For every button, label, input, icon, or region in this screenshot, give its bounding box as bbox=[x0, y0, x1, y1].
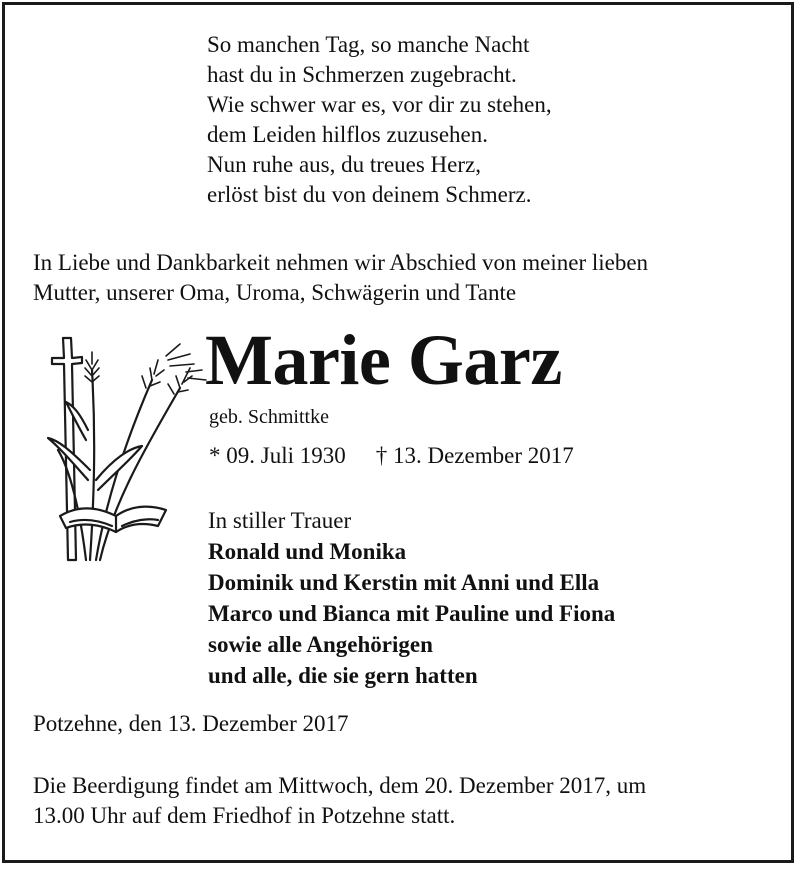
mourning-lead: In stiller Trauer bbox=[208, 508, 352, 533]
funeral-line: Die Beerdigung findet am Mittwoch, dem 20. Dezember 2017, um bbox=[33, 773, 647, 798]
poem-line: So manchen Tag, so manche Nacht bbox=[207, 32, 530, 57]
mourner-line: Dominik und Kerstin mit Anni und Ella bbox=[208, 570, 600, 595]
funeral-info bbox=[33, 771, 778, 831]
poem bbox=[207, 30, 552, 210]
poem-line: erlöst bist du von deinem Schmerz. bbox=[207, 182, 532, 207]
poem-line: Nun ruhe aus, du treues Herz, bbox=[207, 152, 481, 177]
mourners-block bbox=[208, 505, 615, 691]
place-date: Potzehne, den 13. Dezember 2017 bbox=[33, 711, 349, 736]
funeral-line: 13.00 Uhr auf dem Friedhof in Potzehne statt. bbox=[33, 803, 456, 828]
intro-text bbox=[33, 248, 773, 308]
mourner-line: Marco und Bianca mit Pauline und Fiona bbox=[208, 601, 616, 626]
mourner-line: und alle, die sie gern hatten bbox=[208, 663, 478, 688]
poem-line: dem Leiden hilflos zuzusehen. bbox=[207, 122, 489, 147]
poem-line: hast du in Schmerzen zugebracht. bbox=[207, 62, 517, 87]
deceased-name: Marie Garz bbox=[205, 320, 562, 400]
birth-name: geb. Schmittke bbox=[209, 406, 329, 428]
life-dates bbox=[209, 441, 574, 471]
cross-wheat-bible-icon bbox=[30, 330, 210, 570]
death-date: † 13. Dezember 2017 bbox=[375, 443, 574, 468]
mourner-line: Ronald und Monika bbox=[208, 539, 407, 564]
intro-line: Mutter, unserer Oma, Uroma, Schwägerin und Tante bbox=[33, 280, 517, 305]
poem-line: Wie schwer war es, vor dir zu stehen, bbox=[207, 92, 552, 117]
mourner-line: sowie alle Angehörigen bbox=[208, 632, 433, 657]
intro-line: In Liebe und Dankbarkeit nehmen wir Abschied von meiner lieben bbox=[33, 250, 649, 275]
birth-date: * 09. Juli 1930 bbox=[209, 443, 346, 468]
